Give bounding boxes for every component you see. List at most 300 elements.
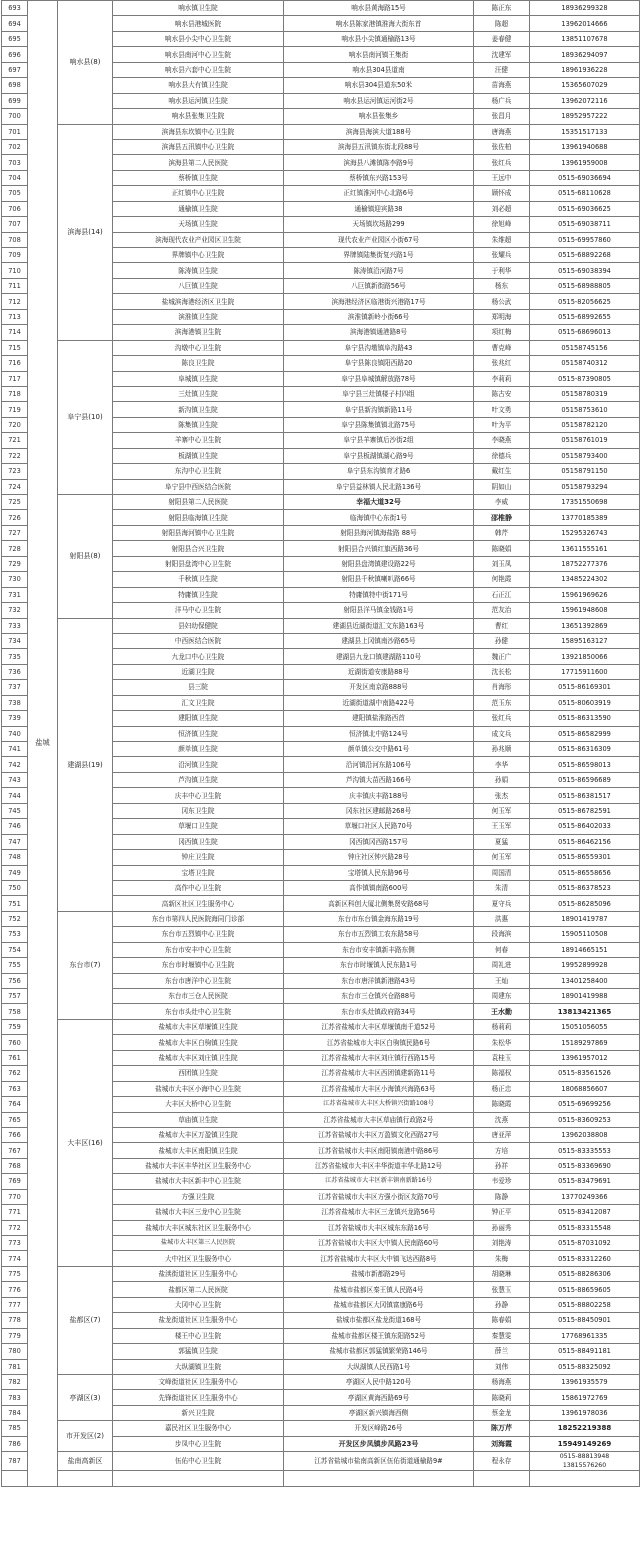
contact-person: 戴红生	[474, 464, 530, 479]
row-number: 781	[2, 1359, 28, 1374]
row-number: 718	[2, 386, 28, 401]
phone-number: 05158745156	[530, 340, 640, 355]
empty-cell	[284, 1471, 474, 1486]
phone-number: 0515-68696013	[530, 325, 640, 340]
phone-number: 15351517133	[530, 124, 640, 139]
phone-number: 0515-83412087	[530, 1205, 640, 1220]
facility-name: 盐渎街道社区卫生服务中心	[113, 1266, 284, 1281]
phone-number: 0515-83479691	[530, 1174, 640, 1189]
facility-address: 江苏省盐城市大丰区新丰镇南新路16号	[284, 1174, 474, 1189]
table-row	[2, 618, 640, 633]
facility-name: 响水县运河镇卫生院	[113, 93, 284, 108]
facility-address: 沿河镇沿河东路106号	[284, 757, 474, 772]
facility-address: 阜宁县陈良镇阳西路20	[284, 356, 474, 371]
contact-person: 曹红	[474, 618, 530, 633]
facility-name: 响水县南河中心卫生院	[113, 47, 284, 62]
facility-name: 恒济镇卫生院	[113, 726, 284, 741]
contact-person: 朱松华	[474, 1035, 530, 1050]
phone-number: 13961959008	[530, 155, 640, 170]
phone-number: 0515-86558656	[530, 865, 640, 880]
facility-address: 江苏省盐城市大丰区刘庄镇行西路15号	[284, 1050, 474, 1065]
facility-name: 盐城市大丰区白驹镇卫生院	[113, 1035, 284, 1050]
table-row	[2, 495, 640, 510]
row-number: 741	[2, 742, 28, 757]
contact-person: 顾怀成	[474, 186, 530, 201]
row-number: 784	[2, 1405, 28, 1420]
facility-address: 开发区南京路888号	[284, 680, 474, 695]
row-number: 709	[2, 248, 28, 263]
facility-address: 近湖街道安康路88号	[284, 664, 474, 679]
phone-number: 05158780319	[530, 386, 640, 401]
row-number: 751	[2, 896, 28, 911]
facility-address: 阜宁县羊寨镇后沙街2组	[284, 433, 474, 448]
facility-address: 蔡桥镇东兴路153号	[284, 170, 474, 185]
table-row	[2, 911, 640, 926]
facility-name: 射阳县临海镇卫生院	[113, 510, 284, 525]
facility-address: 亭湖区人民中路120号	[284, 1374, 474, 1389]
facility-name: 盐城市大丰区刘庄镇卫生院	[113, 1050, 284, 1065]
row-number: 696	[2, 47, 28, 62]
facility-name: 文峰街道社区卫生服务中心	[113, 1374, 284, 1389]
phone-number: 18752277376	[530, 556, 640, 571]
facility-name: 陈良卫生院	[113, 356, 284, 371]
contact-person: 程永存	[474, 1452, 530, 1471]
facility-address: 幸福大道32号	[284, 495, 474, 510]
contact-person: 秦慧雯	[474, 1328, 530, 1343]
phone-number: 0515-86462156	[530, 834, 640, 849]
contact-person: 胡晓琳	[474, 1266, 530, 1281]
row-number: 783	[2, 1390, 28, 1405]
phone-number: 13962014666	[530, 16, 640, 31]
facility-address: 通榆镇迎宾路38	[284, 201, 474, 216]
facility-name: 郭猛镇卫生院	[113, 1344, 284, 1359]
row-number: 757	[2, 989, 28, 1004]
facility-name: 先锋街道社区卫生服务中心	[113, 1390, 284, 1405]
phone-number: 18961936228	[530, 62, 640, 77]
contact-person: 夏猛	[474, 834, 530, 849]
contact-person: 张红兵	[474, 711, 530, 726]
facility-name: 滨海县第二人民医院	[113, 155, 284, 170]
row-number: 694	[2, 16, 28, 31]
phone-number: 15949149269	[530, 1436, 640, 1451]
facility-address: 盐城市盐都区盐龙街道168号	[284, 1313, 474, 1328]
facility-address: 亭湖区新兴镇海西侧	[284, 1405, 474, 1420]
row-number: 722	[2, 448, 28, 463]
phone-number: 0515-86169301	[530, 680, 640, 695]
phone-number: 18252219388	[530, 1421, 640, 1436]
facility-address: 江苏省盐城市大丰区丰华街道丰华北路12号	[284, 1158, 474, 1173]
contact-person: 沈长松	[474, 664, 530, 679]
facility-name: 响水县六套中心卫生院	[113, 62, 284, 77]
table-row	[2, 1374, 640, 1389]
facility-address: 盐城市盐都区秦王镇人民路4号	[284, 1282, 474, 1297]
row-number: 772	[2, 1220, 28, 1235]
facility-name: 大纵湖镇卫生院	[113, 1359, 284, 1374]
phone-number: 18068856607	[530, 1081, 640, 1096]
facility-name: 盐城市大丰区万盈镇卫生院	[113, 1127, 284, 1142]
contact-person: 陈正东	[474, 1, 530, 16]
facility-name: 盐都区第二人民医院	[113, 1282, 284, 1297]
facility-name: 蔡桥镇卫生院	[113, 170, 284, 185]
facility-address: 滨海县八滩镇陈李路9号	[284, 155, 474, 170]
facility-name: 千秋镇卫生院	[113, 572, 284, 587]
contact-person: 陈静	[474, 1189, 530, 1204]
facility-address: 阜宁县沟墩镇阜沟路43	[284, 340, 474, 355]
row-number: 697	[2, 62, 28, 77]
contact-person: 孙兆顺	[474, 742, 530, 757]
row-number: 703	[2, 155, 28, 170]
phone-number: 13962072116	[530, 93, 640, 108]
phone-number: 05158793294	[530, 479, 640, 494]
phone-number: 05158793400	[530, 448, 640, 463]
facility-address: 东台市五烈镇工农东路58号	[284, 927, 474, 942]
phone-number: 0515-69038711	[530, 217, 640, 232]
facility-address: 江苏省盐城市大丰区南阳镇南港中路86号	[284, 1143, 474, 1158]
contact-person: 刘玉凤	[474, 556, 530, 571]
contact-person: 朱维超	[474, 232, 530, 247]
contact-person: 叶为平	[474, 417, 530, 432]
facility-address: 近湖街道湖中南路422号	[284, 695, 474, 710]
facility-address: 阜宁县新沟镇新路11号	[284, 402, 474, 417]
phone-number: 15861972769	[530, 1390, 640, 1405]
facility-address: 阜宁县东沟镇育才路6	[284, 464, 474, 479]
table-row	[2, 1, 640, 16]
phone-number: 13813421365	[530, 1004, 640, 1019]
contact-person: 石正江	[474, 587, 530, 602]
contact-person: 张红兵	[474, 155, 530, 170]
row-number: 736	[2, 664, 28, 679]
facility-name: 伍佑中心卫生院	[113, 1452, 284, 1471]
phone-number: 0515-83369690	[530, 1158, 640, 1173]
facility-address: 响水县黄海路15号	[284, 1, 474, 16]
facility-address: 东台市时堰镇人民东路1号	[284, 958, 474, 973]
facility-name: 盐城滨海港经济区卫生院	[113, 294, 284, 309]
facility-name: 九龙口中心卫生院	[113, 649, 284, 664]
row-number: 727	[2, 525, 28, 540]
phone-number: 05158740312	[530, 356, 640, 371]
row-number: 716	[2, 356, 28, 371]
phone-number: 0515-86596689	[530, 772, 640, 787]
phone-number: 0515-83312260	[530, 1251, 640, 1266]
row-number: 710	[2, 263, 28, 278]
facility-address: 建阳镇盐淮路西首	[284, 711, 474, 726]
facility-name: 响水县港城医院	[113, 16, 284, 31]
contact-person: 杨广兵	[474, 93, 530, 108]
contact-person: 袁桂玉	[474, 1050, 530, 1065]
contact-person: 王水勤	[474, 1004, 530, 1019]
facility-name: 射阳县合兴卫生院	[113, 541, 284, 556]
facility-address: 江苏省盐城市大丰区草堰镇南千道52号	[284, 1019, 474, 1034]
row-number: 759	[2, 1019, 28, 1034]
phone-number: 15051056055	[530, 1019, 640, 1034]
row-number: 724	[2, 479, 28, 494]
facility-address: 大纵湖镇人民西路1号	[284, 1359, 474, 1374]
contact-person: 魏正广	[474, 649, 530, 664]
row-number: 721	[2, 433, 28, 448]
contact-person: 朱梅	[474, 1251, 530, 1266]
contact-person: 张杰	[474, 788, 530, 803]
facility-name: 响水县小尖中心卫生院	[113, 31, 284, 46]
county-cell: 滨海县(14)	[58, 124, 113, 340]
table-row	[2, 1471, 640, 1486]
county-cell: 亭湖区(3)	[58, 1374, 113, 1420]
phone-number: 0515-86378523	[530, 880, 640, 895]
facility-address: 冈东社区建邮路268号	[284, 803, 474, 818]
facility-name: 滨海县东坎镇中心卫生院	[113, 124, 284, 139]
facility-name: 颜单镇卫生院	[113, 742, 284, 757]
row-number: 701	[2, 124, 28, 139]
phone-number: 05158782120	[530, 417, 640, 432]
facility-address: 响水县南河镇王集街	[284, 47, 474, 62]
facility-address: 建湖县近湖街道汇文东路163号	[284, 618, 474, 633]
facility-address: 射阳县洋马镇金钱路1号	[284, 603, 474, 618]
contact-person: 王玉军	[474, 819, 530, 834]
facility-name: 盐城市大丰区小海中心卫生院	[113, 1081, 284, 1096]
phone-number: 18914665151	[530, 942, 640, 957]
county-cell: 射阳县(8)	[58, 495, 113, 619]
row-number: 755	[2, 958, 28, 973]
facility-name: 高新区社区卫生服务中心	[113, 896, 284, 911]
facility-name: 盐城市大丰区三龙中心卫生院	[113, 1205, 284, 1220]
row-number: 754	[2, 942, 28, 957]
facility-address: 八巨镇新街路56号	[284, 278, 474, 293]
facility-address: 高新区科创大厦北侧集贤安路68号	[284, 896, 474, 911]
phone-number: 0515-83609253	[530, 1112, 640, 1127]
row-number: 738	[2, 695, 28, 710]
facility-address: 江苏省盐城市大丰区大中镇人民南路60号	[284, 1236, 474, 1251]
row-number: 706	[2, 201, 28, 216]
row-number: 776	[2, 1282, 28, 1297]
contact-person: 王灿	[474, 973, 530, 988]
facility-name: 陈集镇卫生院	[113, 417, 284, 432]
row-number: 744	[2, 788, 28, 803]
facility-address: 亭湖区黄海西路69号	[284, 1390, 474, 1405]
row-number: 771	[2, 1205, 28, 1220]
facility-name: 县妇幼保健院	[113, 618, 284, 633]
facility-address: 阜宁县益林镇人民北路136号	[284, 479, 474, 494]
contact-person: 周国清	[474, 865, 530, 880]
contact-person: 周建东	[474, 989, 530, 1004]
facility-name: 射阳县盘湾中心卫生院	[113, 556, 284, 571]
contact-person: 孙健	[474, 633, 530, 648]
facility-name: 盐城市大丰区城东社区卫生服务中心	[113, 1220, 284, 1235]
phone-number: 05158753610	[530, 402, 640, 417]
facility-name: 西团镇卫生院	[113, 1066, 284, 1081]
facility-address: 滨淮镇新岭小街66号	[284, 309, 474, 324]
phone-number: 0515-86559301	[530, 850, 640, 865]
phone-number: 15895163127	[530, 633, 640, 648]
phone-number: 18936294097	[530, 47, 640, 62]
row-number: 717	[2, 371, 28, 386]
facility-address: 临海镇中心东街1号	[284, 510, 474, 525]
contact-person: 蔡金龙	[474, 1405, 530, 1420]
row-number: 746	[2, 819, 28, 834]
contact-person: 张佐柏	[474, 139, 530, 154]
facility-name: 盐城市大丰区南阳镇卫生院	[113, 1143, 284, 1158]
row-number: 768	[2, 1158, 28, 1173]
row-number: 699	[2, 93, 28, 108]
row-number: 729	[2, 556, 28, 571]
contact-person: 钟正平	[474, 1205, 530, 1220]
facility-address: 江苏省盐城市大丰区草庙镇行政路2号	[284, 1112, 474, 1127]
phone-number: 15961969626	[530, 587, 640, 602]
phone-number: 0515-86598013	[530, 757, 640, 772]
contact-person: 于利华	[474, 263, 530, 278]
row-number: 782	[2, 1374, 28, 1389]
contact-person: 郑明海	[474, 309, 530, 324]
facility-address: 江苏省盐城市大丰区城东东路16号	[284, 1220, 474, 1235]
contact-person: 范玉东	[474, 695, 530, 710]
facility-address: 正红镇淮河中心北路6号	[284, 186, 474, 201]
facility-address: 江苏省盐城市大丰区白驹镇民路6号	[284, 1035, 474, 1050]
contact-person: 唐亚萍	[474, 1127, 530, 1142]
contact-person: 段海滨	[474, 927, 530, 942]
phone-number: 0515-69699256	[530, 1097, 640, 1112]
contact-person: 汪健	[474, 62, 530, 77]
row-number: 745	[2, 803, 28, 818]
row-number: 707	[2, 217, 28, 232]
facility-name: 东台市唐洋中心卫生院	[113, 973, 284, 988]
phone-number: 17715911600	[530, 664, 640, 679]
facility-address: 现代农业产业园区小街67号	[284, 232, 474, 247]
contact-person: 张兆红	[474, 356, 530, 371]
phone-number: 15905110508	[530, 927, 640, 942]
county-cell: 盐都区(7)	[58, 1266, 113, 1374]
facility-name: 大中社区卫生服务中心	[113, 1251, 284, 1266]
contact-person: 肖海彤	[474, 680, 530, 695]
contact-person: 苗海燕	[474, 78, 530, 93]
facility-address: 滨海港经济区临港街兴港路17号	[284, 294, 474, 309]
contact-person: 张慧玉	[474, 1282, 530, 1297]
facility-name: 新沟镇卫生院	[113, 402, 284, 417]
contact-person: 何春	[474, 942, 530, 957]
contact-person: 孙祥	[474, 1158, 530, 1173]
row-number: 742	[2, 757, 28, 772]
empty-cell	[113, 1471, 284, 1486]
row-number: 778	[2, 1313, 28, 1328]
contact-person: 范友治	[474, 603, 530, 618]
phone-number: 15961948608	[530, 603, 640, 618]
facility-name: 东台市安丰中心卫生院	[113, 942, 284, 957]
facility-address: 开发区步凤镇步凤路23号	[284, 1436, 474, 1451]
phone-number: 0515-88813948 13815576260	[530, 1452, 640, 1471]
city-cell: 盐城	[28, 1, 58, 1487]
contact-person: 朱清	[474, 880, 530, 895]
contact-person: 徐德兵	[474, 448, 530, 463]
contact-person: 陈古安	[474, 386, 530, 401]
facility-name: 正红镇中心卫生院	[113, 186, 284, 201]
facility-address: 建湖县九龙口镇建湖路110号	[284, 649, 474, 664]
contact-person: 沈燕	[474, 1112, 530, 1127]
phone-number: 15295326743	[530, 525, 640, 540]
contact-person: 杨东	[474, 278, 530, 293]
phone-number: 0515-87031092	[530, 1236, 640, 1251]
phone-number: 0515-88325092	[530, 1359, 640, 1374]
row-number: 740	[2, 726, 28, 741]
contact-person: 唐海燕	[474, 124, 530, 139]
facility-name: 滨淮镇卫生院	[113, 309, 284, 324]
row-number: 765	[2, 1112, 28, 1127]
county-cell: 盐南高新区	[58, 1452, 113, 1471]
contact-person: 刘必超	[474, 201, 530, 216]
facility-name: 建阳镇卫生院	[113, 711, 284, 726]
row-number: 713	[2, 309, 28, 324]
facility-name: 盐城市大丰区丰华社区卫生服务中心	[113, 1158, 284, 1173]
facility-address: 响水县304县道东50米	[284, 78, 474, 93]
facility-address: 阜宁县陈集镇镇北路75号	[284, 417, 474, 432]
contact-person: 韩芹	[474, 525, 530, 540]
contact-person: 刘海霞	[474, 1436, 530, 1451]
facility-address: 江苏省盐城市大丰区万盈镇文化西路27号	[284, 1127, 474, 1142]
phone-number: 13770249366	[530, 1189, 640, 1204]
phone-number: 0515-80603919	[530, 695, 640, 710]
phone-number: 0515-68892268	[530, 248, 640, 263]
contact-person: 刘伟	[474, 1359, 530, 1374]
facility-name: 冈西镇卫生院	[113, 834, 284, 849]
contact-person: 陈春娟	[474, 1313, 530, 1328]
phone-number: 18901419988	[530, 989, 640, 1004]
facility-address: 盐城市盐都区大冈镇富康路6号	[284, 1297, 474, 1312]
facility-name: 通榆镇卫生院	[113, 201, 284, 216]
facility-name: 高作中心卫生院	[113, 880, 284, 895]
contact-person: 姜春健	[474, 31, 530, 46]
facility-name: 八巨镇卫生院	[113, 278, 284, 293]
facility-address: 响水县张集乡	[284, 109, 474, 124]
facility-name: 响水县张集卫生院	[113, 109, 284, 124]
facility-name: 草堰口卫生院	[113, 819, 284, 834]
facility-address: 陈涛镇沿河路7号	[284, 263, 474, 278]
contact-person: 邵椎静	[474, 510, 530, 525]
facility-name: 滨海现代农业产业园区卫生院	[113, 232, 284, 247]
row-number: 723	[2, 464, 28, 479]
table-row	[2, 1266, 640, 1281]
phone-number: 19952899928	[530, 958, 640, 973]
facility-address: 盐城市新都路29号	[284, 1266, 474, 1281]
contact-person: 何玉军	[474, 803, 530, 818]
row-number: 762	[2, 1066, 28, 1081]
empty-cell	[530, 1471, 640, 1486]
phone-number: 15365607029	[530, 78, 640, 93]
table-row	[2, 1452, 640, 1471]
contact-person: 李华	[474, 757, 530, 772]
row-number: 700	[2, 109, 28, 124]
row-number: 714	[2, 325, 28, 340]
facility-name: 盐城市大丰区草堰镇卫生院	[113, 1019, 284, 1034]
facility-name: 中西医结合医院	[113, 633, 284, 648]
county-cell: 建湖县(19)	[58, 618, 113, 911]
contact-person: 张耀兵	[474, 248, 530, 263]
row-number: 735	[2, 649, 28, 664]
phone-number: 0515-69038394	[530, 263, 640, 278]
county-cell: 阜宁县(10)	[58, 340, 113, 494]
facility-address: 盐城市盐都区楼王镇东阳路52号	[284, 1328, 474, 1343]
contact-person: 沈建军	[474, 47, 530, 62]
phone-number: 0515-86316309	[530, 742, 640, 757]
phone-number: 13770185389	[530, 510, 640, 525]
contact-person: 陈晓莉	[474, 1390, 530, 1405]
facility-name: 楼王中心卫生院	[113, 1328, 284, 1343]
facility-name: 射阳县第二人民医院	[113, 495, 284, 510]
contact-person: 叶文勇	[474, 402, 530, 417]
phone-number: 0515-68110628	[530, 186, 640, 201]
facility-name: 特庸镇卫生院	[113, 587, 284, 602]
phone-number: 0515-88450901	[530, 1313, 640, 1328]
row-number: 734	[2, 633, 28, 648]
phone-number: 0515-83561526	[530, 1066, 640, 1081]
facility-name: 盐龙街道社区卫生服务中心	[113, 1313, 284, 1328]
row-number: 708	[2, 232, 28, 247]
facility-address: 天场镇坎场路299	[284, 217, 474, 232]
